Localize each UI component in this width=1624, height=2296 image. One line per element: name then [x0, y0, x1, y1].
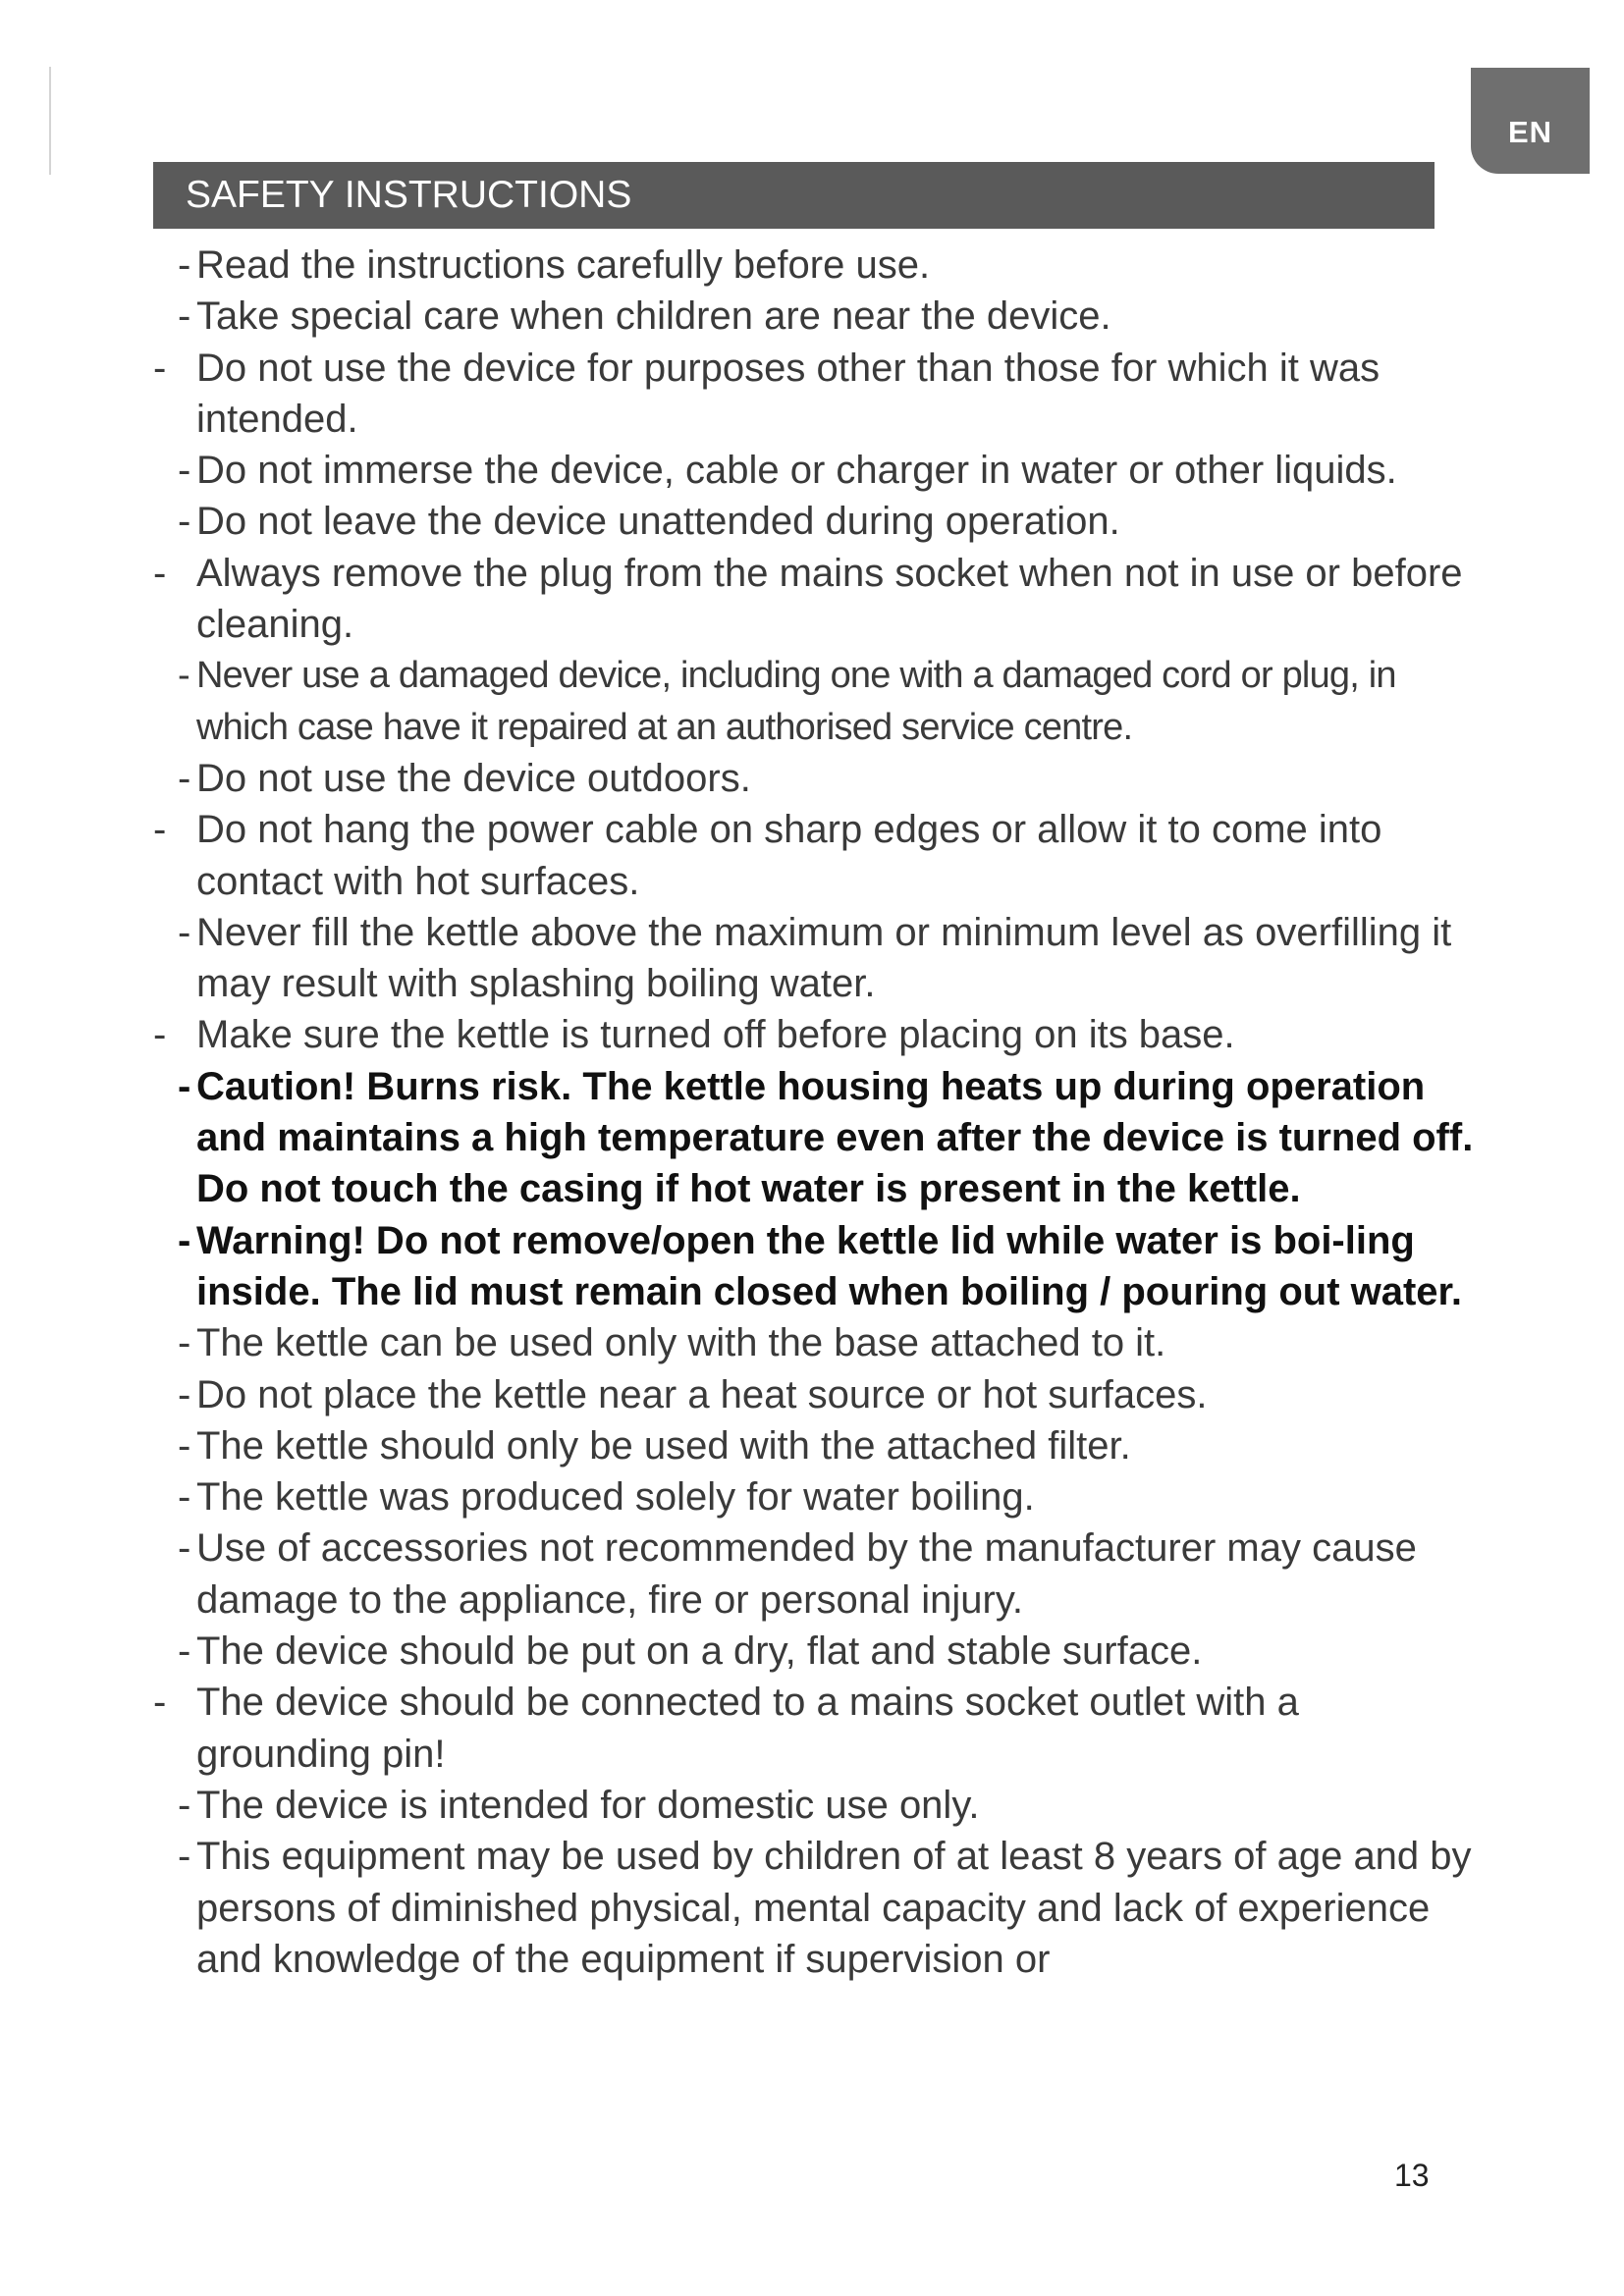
instruction-item [0, 650, 1624, 753]
instruction-item [0, 804, 1624, 907]
instruction-text: Always remove the plug from the mains socket when not in use or before cleaning. [196, 551, 1463, 647]
instruction-text: The kettle was produced solely for water boiling. [196, 1475, 1035, 1520]
instruction-item [0, 1369, 1624, 1420]
item-dash: - [178, 500, 191, 544]
item-dash: - [178, 243, 191, 287]
instruction-item [0, 291, 1624, 342]
instruction-item [0, 1420, 1624, 1471]
instruction-text: Never fill the kettle above the maximum or minimum level as overfilling it may result with splashing boiling water. [196, 910, 1452, 1006]
instruction-text: Read the instructions carefully before use. [196, 243, 931, 287]
item-dash: - [178, 1321, 191, 1365]
item-dash: - [178, 655, 189, 697]
item-dash: - [178, 1629, 191, 1674]
instruction-item [0, 1317, 1624, 1368]
item-dash: - [178, 1526, 191, 1571]
instruction-item [0, 1831, 1624, 1985]
warning-item [0, 1215, 1624, 1318]
instruction-item [0, 907, 1624, 1010]
instruction-text: The device should be put on a dry, flat and stable surface. [196, 1629, 1203, 1674]
language-tab [1471, 68, 1590, 174]
instruction-text: This equipment may be used by children of at least 8 years of age and by persons of diminished physical, mental capacity and lack of experience and knowledge of the equipment if supervision or [196, 1835, 1472, 1981]
instruction-item [0, 343, 1624, 446]
instruction-text: Do not immerse the device, cable or charger in water or other liquids. [196, 449, 1397, 493]
instruction-text: The kettle should only be used with the attached filter. [196, 1423, 1131, 1468]
instruction-text: Use of accessories not recommended by the manufacturer may cause damage to the appliance, fire or personal injury. [196, 1526, 1417, 1622]
instruction-item [0, 1677, 1624, 1780]
caution-item [0, 1061, 1624, 1215]
item-dash: - [178, 294, 191, 339]
instruction-text: The device is intended for domestic use only. [196, 1783, 980, 1827]
instruction-text: The kettle can be used only with the base attached to it. [196, 1321, 1166, 1365]
instruction-item [0, 496, 1624, 547]
instruction-text: Do not leave the device unattended during operation. [196, 500, 1120, 544]
item-dash: - [153, 808, 167, 852]
instruction-text: Do not place the kettle near a heat source or hot surfaces. [196, 1372, 1208, 1416]
item-dash: - [178, 910, 191, 954]
instruction-item [0, 1471, 1624, 1522]
warning-text: Warning! Do not remove/open the kettle lid while water is boi-ling inside. The lid must remain closed when boiling / pouring out water. [196, 1218, 1463, 1313]
item-dash: - [178, 756, 191, 800]
instruction-text: Do not use the device for purposes other than those for which it was intended. [196, 346, 1380, 441]
section-title: SAFETY INSTRUCTIONS [186, 174, 632, 216]
page-number: 13 [1394, 2158, 1430, 2193]
caution-text: Caution! Burns risk. The kettle housing heats up during operation and maintains a high temperature even after the device is turned off. Do not touch the casing if hot water is present in the kettle. [196, 1064, 1474, 1211]
item-dash: - [178, 1835, 191, 1879]
instruction-text: The device should be connected to a mains socket outlet with a grounding pin! [196, 1681, 1299, 1776]
item-dash: - [153, 346, 167, 390]
item-dash: - [178, 1423, 191, 1468]
language-tab-label: EN [1507, 115, 1553, 149]
margin-rule [49, 67, 51, 175]
item-dash: - [178, 1372, 191, 1416]
item-dash: - [178, 1783, 191, 1827]
instruction-item [0, 548, 1624, 651]
section-header [153, 162, 1435, 229]
safety-instructions-list [0, 240, 1624, 1985]
instruction-item [0, 1780, 1624, 1831]
instruction-text: Do not use the device outdoors. [196, 756, 751, 800]
instruction-item [0, 1009, 1624, 1060]
item-dash: - [153, 551, 167, 595]
item-dash: - [153, 1013, 167, 1057]
instruction-item [0, 1522, 1624, 1626]
instruction-text: Never use a damaged device, including one with a damaged cord or plug, in which case have it repaired at an authorised service centre. [196, 655, 1396, 748]
instruction-item [0, 1626, 1624, 1677]
item-dash: - [178, 449, 191, 493]
item-dash: - [178, 1218, 191, 1262]
instruction-text: Do not hang the power cable on sharp edges or allow it to come into contact with hot surfaces. [196, 808, 1382, 903]
item-dash: - [178, 1475, 191, 1520]
instruction-item [0, 753, 1624, 804]
instruction-text: Make sure the kettle is turned off before placing on its base. [196, 1013, 1235, 1057]
instruction-item [0, 445, 1624, 496]
item-dash: - [153, 1681, 167, 1725]
instruction-text: Take special care when children are near the device. [196, 294, 1111, 339]
item-dash: - [178, 1064, 191, 1108]
instruction-item [0, 240, 1624, 291]
